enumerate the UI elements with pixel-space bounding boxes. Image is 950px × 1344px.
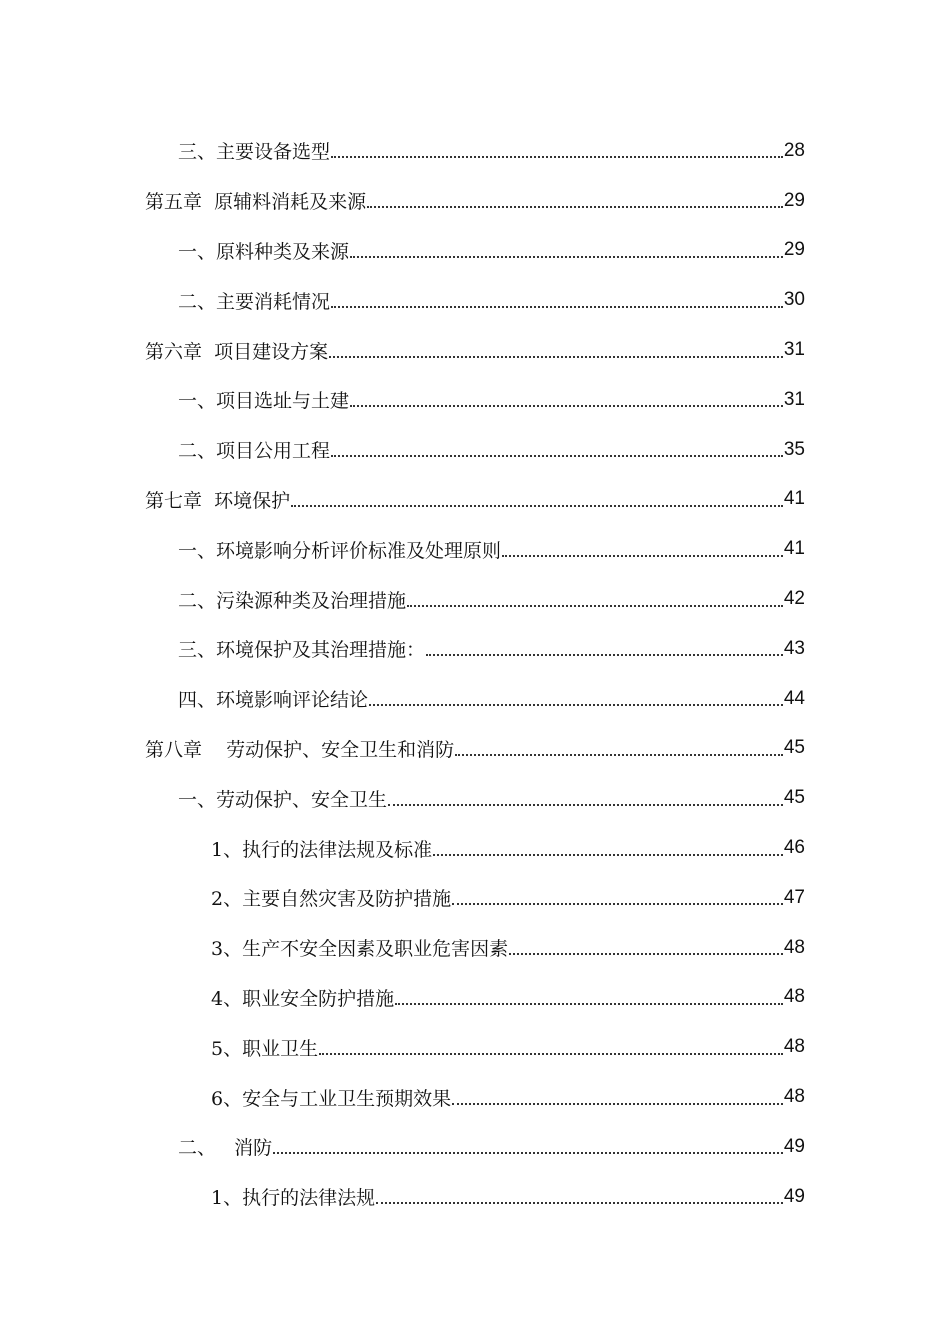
- toc-entry[interactable]: [0, 773, 950, 823]
- toc-entry-page-number: 31: [783, 339, 805, 361]
- toc-dot-leader: [407, 586, 783, 607]
- toc-dot-leader: [350, 237, 783, 258]
- toc-entry-page-number: 44: [783, 687, 805, 709]
- toc-dot-leader: [426, 635, 783, 656]
- toc-entry-page-number: 35: [783, 438, 805, 460]
- toc-dot-leader: [331, 287, 783, 308]
- toc-entry[interactable]: [0, 475, 950, 525]
- toc-entry[interactable]: [0, 1122, 950, 1172]
- toc-entry-page-number: 48: [783, 936, 805, 958]
- toc-entry-page-number: 29: [783, 189, 805, 211]
- toc-entry-title: 三、主要设备选型: [178, 141, 331, 164]
- toc-dot-leader: [433, 835, 783, 856]
- toc-entry-page-number: 41: [783, 538, 805, 560]
- toc-entry-title: 四、环境影响评论结论: [178, 689, 369, 712]
- toc-entry-page-number: 43: [783, 637, 805, 659]
- toc-entry-title: 第五章 原辅料消耗及来源: [145, 191, 367, 214]
- toc-entry[interactable]: [0, 1022, 950, 1072]
- toc-entry-page-number: 30: [783, 289, 805, 311]
- toc-entry-title: 二、污染源种类及治理措施: [178, 589, 407, 612]
- toc-dot-leader: [388, 785, 783, 806]
- toc-entry[interactable]: [0, 325, 950, 375]
- toc-dot-leader: [509, 934, 783, 955]
- toc-dot-leader: [319, 1034, 783, 1055]
- toc-dot-leader: [331, 436, 783, 457]
- toc-entry-page-number: 45: [783, 787, 805, 809]
- toc-entry[interactable]: [0, 176, 950, 226]
- toc-entry[interactable]: [0, 375, 950, 425]
- toc-entry-title: 二、主要消耗情况: [178, 290, 331, 313]
- toc-entry-page-number: 49: [783, 1135, 805, 1157]
- toc-entry-title: 5、职业卫生: [211, 1037, 319, 1060]
- toc-entry-page-number: 48: [783, 1086, 805, 1108]
- toc-entry[interactable]: [0, 574, 950, 624]
- toc-dot-leader: [502, 536, 783, 557]
- toc-entry-title: 一、项目选址与土建: [178, 390, 350, 413]
- toc-dot-leader: [367, 187, 783, 208]
- toc-dot-leader: [273, 1133, 783, 1154]
- toc-entry-title: 第八章 劳动保护、安全卫生和消防: [145, 738, 455, 761]
- toc-dot-leader: [452, 1084, 783, 1105]
- toc-dot-leader: [291, 486, 783, 507]
- toc-entry-title: 三、环境保护及其治理措施：: [178, 639, 426, 662]
- toc-entry-title: 3、生产不安全因素及职业危害因素: [211, 938, 509, 961]
- toc-dot-leader: [350, 386, 783, 407]
- toc-entry-page-number: 46: [783, 837, 805, 859]
- toc-entry[interactable]: [0, 1072, 950, 1122]
- toc-entry-page-number: 45: [783, 737, 805, 759]
- toc-entry-title: 第七章 环境保护: [145, 489, 291, 512]
- toc-dot-leader: [452, 884, 783, 905]
- toc-dot-leader: [369, 685, 783, 706]
- toc-dot-leader: [395, 984, 783, 1005]
- toc-entry-title: 第六章 项目建设方案: [145, 340, 329, 363]
- toc-entry-title: 4、职业安全防护措施: [211, 987, 395, 1010]
- toc-entry[interactable]: [0, 524, 950, 574]
- toc-entry-title: 一、环境影响分析评价标准及处理原则: [178, 539, 502, 562]
- toc-entry[interactable]: [0, 973, 950, 1023]
- toc-entry[interactable]: [0, 624, 950, 674]
- toc-entry[interactable]: [0, 226, 950, 276]
- toc-entry-page-number: 28: [783, 139, 805, 161]
- toc-entry-title: 一、劳动保护、安全卫生: [178, 788, 388, 811]
- toc-entry[interactable]: [0, 425, 950, 475]
- toc-entry-page-number: 49: [783, 1185, 805, 1207]
- toc-entry[interactable]: [0, 724, 950, 774]
- toc-entry[interactable]: [0, 923, 950, 973]
- table-of-contents: [0, 126, 950, 1222]
- toc-entry-title: 6、安全与工业卫生预期效果: [211, 1087, 452, 1110]
- toc-entry-title: 一、原料种类及来源: [178, 240, 350, 263]
- toc-entry-title: 2、主要自然灾害及防护措施: [211, 888, 452, 911]
- toc-entry[interactable]: [0, 1172, 950, 1222]
- toc-entry-title: 二、项目公用工程: [178, 440, 331, 463]
- toc-dot-leader: [455, 735, 783, 756]
- toc-entry-title: 1、执行的法律法规: [211, 1187, 376, 1210]
- toc-entry-page-number: 41: [783, 488, 805, 510]
- toc-entry-title: 1、执行的法律法规及标准: [211, 838, 433, 861]
- toc-entry-page-number: 47: [783, 886, 805, 908]
- toc-entry-page-number: 48: [783, 986, 805, 1008]
- toc-entry[interactable]: [0, 275, 950, 325]
- toc-entry-title: 二、 消防: [178, 1137, 273, 1160]
- toc-dot-leader: [331, 137, 783, 158]
- toc-dot-leader: [329, 337, 783, 358]
- toc-entry-page-number: 42: [783, 588, 805, 610]
- toc-entry[interactable]: [0, 674, 950, 724]
- toc-entry-page-number: 29: [783, 239, 805, 261]
- toc-entry[interactable]: [0, 873, 950, 923]
- toc-entry-page-number: 48: [783, 1036, 805, 1058]
- toc-entry[interactable]: [0, 126, 950, 176]
- toc-entry-page-number: 31: [783, 388, 805, 410]
- toc-entry[interactable]: [0, 823, 950, 873]
- toc-dot-leader: [376, 1183, 783, 1204]
